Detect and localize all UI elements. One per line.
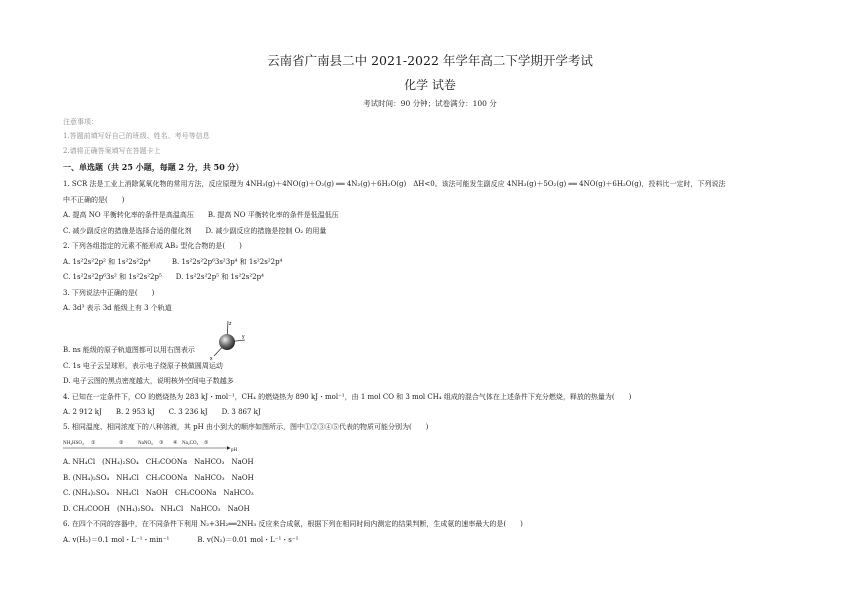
ph-label: ③ <box>159 441 164 446</box>
answer-options: A. 2 912 kJ B. 2 953 kJ C. 3 236 kJ D. 3 867 kJ <box>63 408 261 416</box>
question-stem: 4. 已知在一定条件下，CO 的燃烧热为 283 kJ・mol⁻¹，CH₄ 的燃烧热为 890 kJ・mol⁻¹，由 1 mol CO 和 3 mol CH₄ 组成的混合气体在上述条件下充分燃烧，释放的热量为( ) <box>63 393 632 401</box>
exam-subtitle: 化学 试卷 <box>404 78 456 92</box>
question-stem: 5. 相同温度、相同浓度下的八种溶液，其 pH 由小到大的顺序如图所示，图中①②③④⑤代表的物质可能分别为( ) <box>63 423 429 431</box>
exam-info: 考试时间：90 分钟；试卷满分：100 分 <box>363 99 497 108</box>
answer-option: A. 3d³ 表示 3d 能级上有 3 个轨道 <box>63 304 172 312</box>
exam-title: 云南省广南县二中 2021-2022 年学年高二下学期开学考试 <box>267 53 593 68</box>
answer-option: C. 1s 电子云呈球形，表示电子绕原子核做圆周运动 <box>63 362 223 370</box>
axis-label: z <box>229 321 232 327</box>
ph-label: ② <box>119 441 124 446</box>
axis-label: y <box>242 334 245 340</box>
notes-heading: 注意事项： <box>63 118 98 126</box>
notes-item: 1.答题前填写好自己的班级、姓名、考号等信息 <box>63 132 210 140</box>
answer-option: C. (NH₄)₂SO₄ NH₄Cl NaOH CH₃COONa NaHCO₃ <box>63 489 254 497</box>
answer-options: A. v(H₂)＝0.1 mol・L⁻¹・min⁻¹ B. v(N₂)＝0.01 mol・L⁻¹・s⁻¹ <box>63 536 299 544</box>
answer-option: A. NH₄Cl (NH₄)₂SO₄ CH₃COONa NaHCO₃ NaOH <box>63 458 254 466</box>
ph-axis-arrow <box>227 446 231 449</box>
answer-options: A. 1s²2s²2p² 和 1s²2s²2p⁴ B. 1s²2s²2p⁶3s²3p⁴ 和 1s²2s²2p⁴ <box>63 258 283 266</box>
ph-label: NH₄HSO₄ <box>63 441 84 446</box>
section-heading: 一、单选题（共 25 小题，每题 2 分，共 50 分） <box>63 162 244 172</box>
answer-option: D. CH₃COOH (NH₄)₂SO₄ NH₄Cl NaHCO₃ NaOH <box>63 505 250 513</box>
answer-option: D. 电子云图的黑点密度越大，说明核外空间电子数越多 <box>63 377 234 385</box>
ph-scale-figure <box>63 436 253 454</box>
ph-label: ④ <box>173 441 178 446</box>
question-stem: 中不正确的是( ) <box>63 196 125 204</box>
answer-options: A. 提高 NO 平衡转化率的条件是高温高压 B. 提高 NO 平衡转化率的条件是低温低压 <box>63 211 339 219</box>
question-stem: 3. 下列说法中正确的是( ) <box>63 289 155 297</box>
orbital-sphere <box>219 334 235 350</box>
answer-option: B. ns 能级的原子轨道图都可以用右图表示 <box>63 346 195 354</box>
axis-label: x <box>210 356 213 362</box>
s-orbital-figure <box>207 318 247 362</box>
notes-item: 2.请将正确答案填写在答题卡上 <box>63 147 161 155</box>
ph-axis-label: pH <box>231 448 238 453</box>
ph-label: NaNO₃ <box>138 441 153 446</box>
answer-options: C. 1s²2s²2p⁶3s² 和 1s²2s²2p⁵ D. 1s²2s²2p⁵ 和 1s²2s²2p⁴ <box>63 273 264 281</box>
ph-label: ⑤ <box>204 441 209 446</box>
ph-label: ① <box>91 441 96 446</box>
ph-label: Na₂CO₃ <box>182 441 199 446</box>
answer-option: B. (NH₄)₂SO₄ NH₄Cl CH₃COONa NaHCO₃ NaOH <box>63 474 254 482</box>
question-stem: 6. 在四个不同的容器中，在不同条件下利用 N₂+3H₂══2NH₃ 反应来合成氨，根据下列在相同时间内测定的结果判断，生成氨的速率最大的是( ) <box>63 520 523 528</box>
question-stem: 1. SCR 法是工业上消除氮氧化物的常用方法，反应原理为 4NH₃(g)＋4NO(g)＋O₂(g) ══ 4N₂(g)＋6H₂O(g) ΔH<0。该法可能发生副反应 4NH₃(g)＋5O₂(g) ══ 4NO(g)＋6H₂O(g)，投料比一定时，下列说法 <box>63 180 726 188</box>
question-stem: 2. 下列各组指定的元素不能形成 AB₂ 型化合物的是( ) <box>63 242 242 250</box>
answer-options: C. 减少副反应的措施是选择合适的催化剂 D. 减少副反应的措施是控制 O₂ 的用量 <box>63 227 327 235</box>
